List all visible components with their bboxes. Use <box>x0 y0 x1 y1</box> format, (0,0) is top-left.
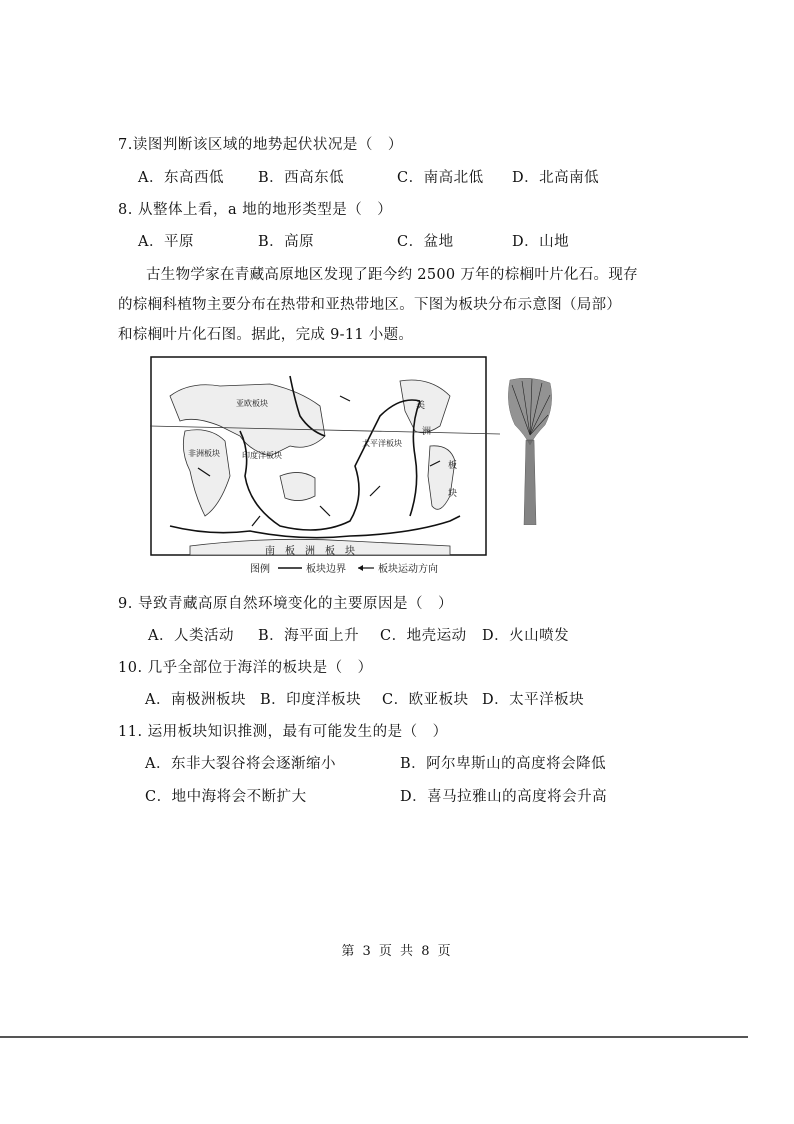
q8-option-d: D．山地 <box>512 234 570 250</box>
label-eurasia-plate: 亚欧板块 <box>236 399 268 408</box>
q9-option-d: D．火山喷发 <box>482 628 570 644</box>
q8-option-c: C．盆地 <box>397 234 454 250</box>
question-7-stem: 7.读图判断该区域的地势起伏状况是（ ） <box>118 137 403 153</box>
q10-option-c: C．欧亚板块 <box>382 692 469 708</box>
q7-option-a: A．东高西低 <box>138 170 224 186</box>
map-legend <box>250 562 438 575</box>
passage-line-1: 古生物学家在青藏高原地区发现了距今约 2500 万年的棕榈叶片化石。现存 <box>146 267 638 283</box>
question-10-stem: 10. 几乎全部位于海洋的板块是（ ） <box>118 660 373 676</box>
label-america-block: 块 <box>448 489 458 499</box>
label-antarctic-plate: 南 板 洲 板 块 <box>265 546 355 557</box>
page-footer: 第 3 页 共 8 页 <box>341 944 453 959</box>
passage-line-2: 的棕榈科植物主要分布在热带和亚热带地区。下图为板块分布示意图（局部） <box>118 297 622 313</box>
legend-direction: 板块运动方向 <box>378 564 438 575</box>
q9-option-b: B．海平面上升 <box>258 628 360 644</box>
q10-option-d: D．太平洋板块 <box>482 692 585 708</box>
q11-option-a: A．东非大裂谷将会逐渐缩小 <box>145 756 336 772</box>
plate-map <box>150 356 500 576</box>
q7-option-c: C．南高北低 <box>397 170 484 186</box>
label-america-mid: 洲 <box>422 427 432 437</box>
q9-option-a: A．人类活动 <box>148 628 234 644</box>
legend-prefix: 图例 <box>250 564 270 575</box>
q8-option-b: B．高原 <box>258 234 315 250</box>
q10-option-a: A．南极洲板块 <box>145 692 246 708</box>
passage <box>118 260 638 350</box>
palm-fossil-image <box>500 375 560 525</box>
q11-option-c: C．地中海将会不断扩大 <box>145 789 307 805</box>
question-11-stem: 11. 运用板块知识推测，最有可能发生的是（ ） <box>118 724 448 740</box>
label-africa-plate: 非洲板块 <box>188 449 220 458</box>
legend-arrow-head <box>358 565 363 571</box>
label-america-plate: 板 <box>448 461 458 471</box>
q7-option-b: B．西高东低 <box>258 170 345 186</box>
q8-option-a: A．平原 <box>138 234 194 250</box>
q9-option-c: C．地壳运动 <box>380 628 467 644</box>
q11-option-b: B．阿尔卑斯山的高度将会降低 <box>400 756 607 772</box>
label-america-top: 美 <box>416 401 426 411</box>
australia-landmass <box>280 472 315 500</box>
q7-option-d: D．北高南低 <box>512 170 600 186</box>
q11-option-d: D．喜马拉雅山的高度将会升高 <box>400 789 608 805</box>
bottom-rule <box>0 1036 748 1038</box>
label-pacific-plate: 太平洋板块 <box>362 439 402 448</box>
label-indian-plate: 印度洋板块 <box>242 451 282 460</box>
question-8-stem: 8. 从整体上看，a 地的地形类型是（ ） <box>118 202 393 218</box>
question-9-stem: 9. 导致青藏高原自然环境变化的主要原因是（ ） <box>118 596 453 612</box>
passage-line-3: 和棕榈叶片化石图。据此，完成 9-11 小题。 <box>118 327 414 343</box>
q10-option-b: B．印度洋板块 <box>260 692 362 708</box>
legend-boundary: 板块边界 <box>306 564 346 575</box>
